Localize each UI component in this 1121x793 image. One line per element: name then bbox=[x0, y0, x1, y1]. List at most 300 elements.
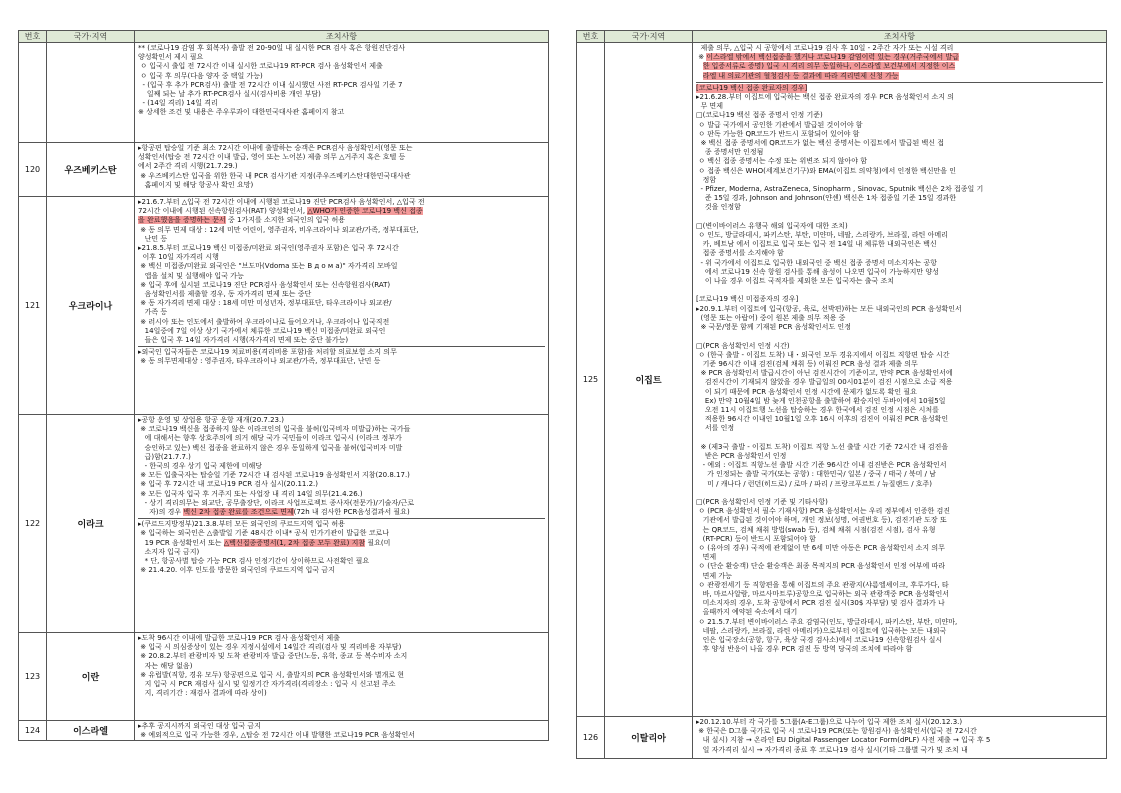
measure-line bbox=[696, 608, 1103, 617]
row-number: 123 bbox=[19, 633, 47, 721]
text-run: ▸항공편 탑승일 기준 최소 72시간 이내에 출발하는 승객은 PCR검사 음성확인서(영문 또는 bbox=[138, 144, 413, 152]
measure-line bbox=[138, 262, 545, 271]
measure-line bbox=[696, 452, 1103, 461]
text-run: 앱을 설치 및 실행해야 입국 가능 bbox=[138, 271, 244, 280]
text-run: ㅇ (단순 환승객) 단순 환승객은 최종 목적지의 PCR 음성확인서 인정 여부에 따라 bbox=[696, 562, 945, 571]
text-run: ※ 코로나19 백신을 접종하지 않은 이라크인의 입국을 불허(입국비자 미발급)하는 국가들 bbox=[138, 425, 411, 434]
measure-line bbox=[696, 434, 1103, 443]
measure-line bbox=[696, 259, 1103, 268]
text-run: 들은 입국 후 14일 자가격리 시행(자가격리 면제 또는 중단 불가능) bbox=[138, 336, 349, 345]
country-name: 이라크 bbox=[47, 415, 135, 633]
text-run: ㅇ 백신 접종 증명서는 수정 또는 위변조 되지 않아야 함 bbox=[696, 157, 868, 166]
measure-line bbox=[696, 746, 1103, 755]
text-run: 받은 PCR 음성확인서 인정 bbox=[696, 451, 787, 460]
measure-line bbox=[138, 216, 545, 225]
measure-cell bbox=[135, 633, 549, 721]
text-run: 후 양성 반응이 나올 경우 PCR 검진 등 방역 당국의 조치에 따라야 함 bbox=[696, 645, 913, 654]
measure-line bbox=[138, 281, 545, 290]
measure-line bbox=[138, 53, 545, 62]
measure-line bbox=[138, 680, 545, 689]
text-run: ※ 입국 후에 실시된 코로나19 진단 PCR검사 음성확인서 또는 신속항원검사(RAT) bbox=[138, 280, 391, 289]
row-number: 126 bbox=[577, 717, 605, 759]
measure-line bbox=[138, 634, 545, 643]
text-run: - 위 국가에서 이집트로 입국한 내외국인 중 백신 접종 증명서 미소지자는 공항 bbox=[696, 258, 938, 267]
measure-line bbox=[138, 181, 545, 190]
table-row bbox=[19, 633, 549, 721]
text-run: ※ 입국 후 72시간 내 코로나19 PCR 검사 실시(20.11.2.) bbox=[138, 480, 318, 489]
measure-line bbox=[138, 108, 545, 117]
measure-line bbox=[696, 636, 1103, 645]
highlighted-text: 백신 2차 접종 완료를 조건으로 면제 bbox=[183, 508, 294, 517]
measure-line bbox=[138, 462, 545, 471]
measure-line bbox=[138, 172, 545, 181]
text-run: 준 15일 경과, Johnson and Johnson(얀센) 백신은 1차 접종일 기준 15일 경과한 bbox=[696, 194, 957, 203]
measure-line bbox=[138, 689, 545, 698]
text-run: ㅇ (한국 출발 - 이집트 도착) 내・외국인 모두 경유지에서 이집트 직항편 탑승 시간 bbox=[696, 350, 950, 359]
text-run: 정함 bbox=[696, 175, 717, 184]
text-run: ※ 모든 입국자 입국 후 거주지 또는 사업장 내 격리 14일 의무(21.4.26.) bbox=[138, 489, 363, 498]
text-run: ㅇ 판독 가능한 QR코드가 반드시 포함되어 있어야 함 bbox=[696, 129, 860, 138]
measure-line bbox=[696, 148, 1103, 157]
text-run: ▸(쿠르드지방정부)21.3.8.부터 모든 외국인의 쿠르드지역 입국 허용 bbox=[138, 520, 345, 529]
text-run: 가 인정되는 출발 국가(또는 공항) : 대한민국/ 일본 / 중국 / 태국 / 북미 / 남 bbox=[696, 470, 936, 479]
measure-line bbox=[696, 185, 1103, 194]
measure-line bbox=[138, 72, 545, 81]
measure-line bbox=[696, 581, 1103, 590]
text-run: 면제 bbox=[696, 553, 717, 562]
text-run: (영문 또는 아랍어) 중이 원본 제출 의무 적용 중 bbox=[696, 313, 846, 322]
text-run: ㅇ 입국시 출입 전 72시간 이내 실시한 코로나19 RT-PCR 검사 음성확인서 제출 bbox=[138, 62, 383, 71]
measure-line bbox=[138, 548, 545, 557]
measure-line bbox=[696, 544, 1103, 553]
measure-line bbox=[138, 490, 545, 499]
country-name: 이란 bbox=[47, 633, 135, 721]
text-run: ▸20.12.10.부터 각 국가를 5그룹(A-E그룹)으로 나누어 입국 제한 조치 실시(20.12.3.) bbox=[696, 718, 963, 726]
measure-line bbox=[696, 590, 1103, 599]
measure-cell bbox=[135, 721, 549, 741]
measure-line bbox=[696, 507, 1103, 516]
measure-line bbox=[696, 121, 1103, 130]
header-measure: 조치사항 bbox=[693, 31, 1107, 43]
text-run: 이 되기 때문에 PCR 음성확인서 인정 시간에 문제가 없도록 확인 필요 bbox=[696, 387, 917, 396]
country-name: 이탈리아 bbox=[605, 717, 693, 759]
measure-line bbox=[138, 81, 545, 90]
text-run: 중 1가지를 소지한 외국인의 입국 허용 bbox=[225, 216, 346, 225]
text-run: - Pfizer, Moderna, AstraZeneca, Sinopharm , Sinovac, Sputnik 백신은 2차 접종일 기 bbox=[696, 185, 984, 194]
text-run: ※ 국문/영문 함께 기재된 PCR 음성확인서도 인정 bbox=[696, 323, 851, 332]
measure-line bbox=[138, 226, 545, 235]
text-run: ㅇ 발급 국가에서 공인한 기관에서 발급된 것이어야 함 bbox=[696, 120, 863, 129]
country-name: 우크라이나 bbox=[47, 197, 135, 415]
text-run: □(PCR 음성확인서 인정 시간) bbox=[696, 341, 790, 350]
measure-cell bbox=[693, 717, 1107, 759]
measure-line bbox=[138, 348, 545, 357]
row-number: 122 bbox=[19, 415, 47, 633]
text-run: - 예외 : 이집트 직항노선 출발 시간 기준 96시간 이내 검진받은 PCR 음성확인서 bbox=[696, 461, 947, 470]
measure-line bbox=[696, 645, 1103, 654]
text-run: □(변이바이러스 유행국 해외 입국자에 대한 조치) bbox=[696, 221, 848, 230]
text-run: ㅇ (PCR 음성확인서 필수 기재사항) PCR 음성확인서는 우리 정부에서 인증한 검진 bbox=[696, 507, 950, 516]
measure-cell bbox=[693, 43, 1107, 717]
measure-line bbox=[696, 443, 1103, 452]
text-run: 미소지자의 경우, 도착 공항에서 PCR 검진 실시(30$ 자부담) 및 검사 결과가 나 bbox=[696, 599, 945, 608]
highlighted-text: 이스라엘 밖에서 백신접종을 했거나 코로나19 감염이력 있는 경우(거주국에서 발급 bbox=[706, 53, 959, 62]
measure-line bbox=[138, 416, 545, 425]
measure-line bbox=[138, 499, 545, 508]
measure-line bbox=[138, 144, 545, 153]
measure-line bbox=[696, 342, 1103, 351]
measure-line bbox=[138, 308, 545, 317]
measure-line bbox=[696, 618, 1103, 627]
measure-line bbox=[696, 627, 1103, 636]
text-run: ※ 모든 입출국자는 탑승일 기준 72시간 내 검사된 코로나19 음성확인서 지참(20.8.17.) bbox=[138, 471, 410, 480]
measure-line bbox=[138, 153, 545, 162]
measure-line bbox=[138, 520, 545, 529]
highlighted-text: 한 입증서류로 증명) 입국 시 격리 의무 동일하나, 이스라엘 보건부에서 지정한 이스 bbox=[702, 62, 956, 71]
measure-line bbox=[696, 572, 1103, 581]
measure-line bbox=[696, 378, 1103, 387]
highlighted-text: 라엘 내 의료기관의 혈청검사 등 결과에 따라 격리면제 신청 가능 bbox=[702, 71, 899, 80]
text-run: ▸외국인 입국자들은 코로나19 치료비용(격리비용 포함)을 처리할 의료보험 소지 의무 bbox=[138, 348, 397, 357]
text-run: ▸21.6.28.부터 이집트에 입국하는 백신 접종 완료자의 경우 PCR 음성확인서 소지 의 bbox=[696, 93, 955, 102]
left-table-body bbox=[19, 43, 549, 741]
measure-line bbox=[696, 176, 1103, 185]
measure-line bbox=[138, 722, 545, 731]
text-run: 에서 코로나19 신속 항원 검사를 통해 음성이 나오면 입국이 가능하지만 양성 bbox=[696, 267, 939, 276]
text-run bbox=[696, 72, 703, 80]
measure-line bbox=[696, 249, 1103, 258]
measure-line bbox=[138, 336, 545, 345]
measure-line bbox=[138, 357, 545, 366]
text-run: 이 나올 경우 이집트 국적자를 제외한 모든 입국자는 출국 조치 bbox=[696, 277, 894, 286]
text-run: 가족 등 bbox=[138, 308, 168, 317]
left-page-table bbox=[18, 30, 549, 741]
country-name bbox=[47, 43, 135, 143]
measure-line bbox=[696, 277, 1103, 286]
measure-line bbox=[138, 444, 545, 453]
text-run: □(코로나19 백신 접종 증명서 인정 기준) bbox=[696, 111, 823, 120]
highlighted-text: △WHO가 인증한 코로나19 백신 접종 bbox=[307, 207, 423, 216]
measure-line bbox=[696, 231, 1103, 240]
text-run: ※ 21.4.20. 이후 인도를 방문한 외국인의 쿠르드지역 입국 금지 bbox=[138, 566, 335, 575]
table-row bbox=[19, 721, 549, 741]
text-run: ▸21.6.7.부터 △입국 전 72시간 이내에 시행된 코로나19 진단 PCR검사 음성확인서, △입국 전 bbox=[138, 198, 425, 206]
measure-line bbox=[138, 318, 545, 327]
text-run: 필요(미 bbox=[365, 538, 391, 547]
measure-line bbox=[138, 207, 545, 216]
measure-line bbox=[696, 93, 1103, 102]
text-run: 지 입국 시 PCR 재검사 실시 및 일정기간 자가격리(격리장소 : 입국 시 신고된 주소 bbox=[138, 680, 396, 689]
header-no: 번호 bbox=[19, 31, 47, 43]
text-run: ※ 동 의무 면제 대상 : 12세 미만 어린이, 영주권자, 비우크라이나 외교관/가족, 정부대표단, bbox=[138, 225, 419, 234]
table-row bbox=[19, 415, 549, 633]
measure-line bbox=[696, 369, 1103, 378]
measure-line bbox=[138, 253, 545, 262]
measure-line bbox=[138, 480, 545, 489]
measure-line bbox=[696, 268, 1103, 277]
measure-line bbox=[138, 557, 545, 566]
text-run: 양성확인서 제시 필요 bbox=[138, 53, 204, 62]
row-number: 120 bbox=[19, 143, 47, 197]
text-run: ▸도착 96시간 이내에 발급한 코로나19 PCR 검사 음성확인서 제출 bbox=[138, 634, 340, 642]
country-name: 이스라엘 bbox=[47, 721, 135, 741]
measure-line bbox=[696, 424, 1103, 433]
measure-line bbox=[696, 489, 1103, 498]
measure-line bbox=[696, 240, 1103, 249]
measure-line bbox=[696, 167, 1103, 176]
text-run: 는 QR코드, 검체 채취 방법(swab 등), 검체 채취 시점(검진 시점), 검사 유형 bbox=[696, 525, 936, 534]
text-run: ※ 20.8.2.부터 관광비자 및 도착 관광비자 발급 중단(노동, 유학, 종교 등 복수비자 소지 bbox=[138, 652, 408, 661]
text-run: 급)함(21.7.7.) bbox=[138, 452, 191, 461]
measure-line bbox=[696, 194, 1103, 203]
measure-line bbox=[696, 305, 1103, 314]
text-run: - 상기 격리의무는 외교단, 공무출장단, 이라크 사업프로젝트 종사자(전문가)/기술자/근로 bbox=[138, 498, 415, 507]
measure-line bbox=[696, 323, 1103, 332]
text-run: ** (코로나19 감염 후 회복자) 출발 전 20-90일 내 실시한 PCR 검사 혹은 항원진단검사 bbox=[138, 44, 406, 52]
measure-line bbox=[696, 727, 1103, 736]
table-row bbox=[577, 43, 1107, 717]
text-run: (RT-PCR) 등이 반드시 포함되어야 함 bbox=[696, 534, 816, 543]
block-divider bbox=[138, 346, 545, 347]
text-run: 기관에서 발급된 것이어야 하며, 개인 정보(성명, 여권번호 등), 검진기관 도장 또 bbox=[696, 516, 947, 525]
text-run: ㅇ 관광전세기 등 직항편을 통해 이집트의 주요 관광지(샤름엘셰이크, 후루가다, 타 bbox=[696, 580, 949, 589]
text-run: - (입국 후 추가 PCR검사) 출발 전 72시간 이내 실시했던 사전 RT-PCR 검사일 기준 7 bbox=[138, 80, 403, 89]
measure-line bbox=[696, 102, 1103, 111]
text-run: 검진시간이 기재되지 않았을 경우 발급일의 00시01분이 검진 시점으로 소급 적용 bbox=[696, 378, 953, 387]
measure-line bbox=[138, 235, 545, 244]
text-run: 소지자 입국 금지) bbox=[138, 547, 200, 556]
text-run: Ex) 만약 10월4일 밤 늦게 인천공항을 출발하여 환승지인 두바이에서 10월5일 bbox=[696, 396, 946, 405]
measure-line bbox=[696, 397, 1103, 406]
text-run: ※ bbox=[696, 53, 707, 62]
text-run: 14일중에 7일 이상 상기 국가에서 체류한 코로나19 백신 미접종/미완료 외국인 bbox=[138, 326, 386, 335]
measure-line bbox=[696, 599, 1103, 608]
measure-line bbox=[138, 198, 545, 207]
text-run: ※ PCR 음성확인서 발급시간이 아닌 검진시간이 기준이고, 만약 PCR 음성확인서에 bbox=[696, 369, 953, 378]
country-name: 이집트 bbox=[605, 43, 693, 717]
measure-line bbox=[138, 99, 545, 108]
measure-line bbox=[696, 295, 1103, 304]
text-run: ▸공항 운영 및 상업용 항공 운항 재개(20.7.23.) bbox=[138, 416, 284, 424]
text-run: (72h 내 검사한 PCR음성결과서 필요) bbox=[293, 508, 410, 517]
text-run: 바, 마르사알람, 마르사마트루)공항으로 입국하는 외국 관광객중 PCR 음성확인서 bbox=[696, 589, 950, 598]
table-header-row bbox=[577, 31, 1107, 43]
text-run: 무 면제 bbox=[696, 102, 723, 111]
text-run: 인은 입국장소(공항, 항구, 육상 국경 검사소)에서 코로나19 신속항원검사 실시 bbox=[696, 636, 943, 644]
measure-line bbox=[696, 286, 1103, 295]
measure-line bbox=[138, 508, 545, 517]
measure-cell bbox=[135, 197, 549, 415]
text-run: 음성확인서를 제출할 경우, 동 자가격리 면제 또는 중단 bbox=[138, 290, 312, 299]
text-run: ※ 동 자가격리 면제 대상 : 18세 미만 미성년자, 정부대표단, 타우크라이나 외교관/ bbox=[138, 299, 392, 308]
measure-line bbox=[696, 480, 1103, 489]
measure-line bbox=[696, 553, 1103, 562]
measure-line bbox=[696, 213, 1103, 222]
measure-line bbox=[138, 471, 545, 480]
row-number: 125 bbox=[577, 43, 605, 717]
text-run: ㅇ 접종 백신은 WHO(세계보건기구)와 EMA(이집트 의약청)에서 인정한 백신만을 인 bbox=[696, 166, 956, 175]
text-run: 에서 2주간 격리 시행(21.7.29.) bbox=[138, 162, 238, 171]
header-country: 국가·지역 bbox=[605, 31, 693, 43]
text-run: ※ 동 의무면제대상 : 영주권자, 타우크라이나 외교관/가족, 정부대표단, 난민 등 bbox=[138, 357, 381, 366]
right-table-body bbox=[577, 43, 1107, 759]
table-row bbox=[577, 717, 1107, 759]
text-run: 승인하고 있는) 백신 접종을 완료하지 않은 경우 동일하게 입국을 불허(입국비자 미발 bbox=[138, 443, 403, 452]
measure-line bbox=[696, 203, 1103, 212]
measure-line bbox=[696, 332, 1103, 341]
highlighted-text: △백신접종증명서(1, 2차 접종 모두 완료) 지참 bbox=[223, 538, 366, 547]
text-run: 것을 인정함 bbox=[696, 203, 741, 212]
text-run: 카, 베트남 에서 이집트로 입국 또는 입국 전 14일 내 체류한 내외국인은 백신 bbox=[696, 240, 937, 249]
measure-line bbox=[696, 53, 1103, 62]
text-run: 올때까지 예약된 숙소에서 대기 bbox=[696, 608, 798, 617]
table-header-row bbox=[19, 31, 549, 43]
measure-line bbox=[138, 566, 545, 575]
text-run: - (14일 격리) 14일 격리 bbox=[138, 99, 218, 108]
text-run: 일 자가격리 실시 → 자가격리 종료 후 코로나19 검사 실시(기타 그룹별 국가 및 조치 내 bbox=[696, 745, 968, 754]
measure-line bbox=[138, 90, 545, 99]
text-run: 서를 인정 bbox=[696, 424, 735, 433]
text-run: 내 실시) 지참 → 온라인 EU Digital Passenger Locator Form(dPLF) 사전 제출 → 입국 후 5 bbox=[696, 736, 991, 745]
measure-line bbox=[696, 516, 1103, 525]
text-run: ※ 한국은 D그룹 국가로 입국 시 코로나19 PCR(또는 항원검사) 음성확인서(입국 전 72시간 bbox=[696, 727, 977, 736]
text-run: ※ 백신 접종 증명서에 QR코드가 없는 백신 증명서는 이집트에서 발급된 백신 접 bbox=[696, 139, 945, 148]
measure-line bbox=[696, 84, 1103, 93]
text-run: 홈페이지 및 해당 항공사 확인 요망) bbox=[138, 180, 254, 189]
highlighted-text: 을 완료했음을 증명하는 문서 bbox=[138, 216, 226, 225]
text-run: 네팔, 스리랑카, 브라질, 라틴 아메리카)으로부터 이집트에 입국하는 모든 내외국 bbox=[696, 626, 947, 635]
section-heading: [코로나19 백신 접종 완료자의 경우] bbox=[696, 83, 808, 92]
text-run: ※ 백신 미접종/미완료 외국인은 "브도마(Vdoma 또는 В д о м а)" 자가격리 모바일 bbox=[138, 262, 398, 271]
header-measure: 조치사항 bbox=[135, 31, 549, 43]
measure-line bbox=[696, 562, 1103, 571]
measure-cell bbox=[135, 143, 549, 197]
text-run: ▸21.8.5.부터 코로나19 백신 미접종/미완료 외국인(영주권자 포함)은 입국 후 72시간 bbox=[138, 244, 399, 253]
measure-line bbox=[138, 272, 545, 281]
text-run: 면제 가능 bbox=[696, 571, 732, 580]
measure-line bbox=[696, 415, 1103, 424]
text-run: 접종 증명서를 소지해야 함 bbox=[696, 249, 784, 258]
measure-cell bbox=[135, 415, 549, 633]
text-run: [코로나19 백신 미접종자의 경우] bbox=[696, 295, 799, 304]
measure-line bbox=[696, 62, 1103, 71]
text-run: 자는 해당 없음) bbox=[138, 661, 193, 670]
measure-line bbox=[696, 111, 1103, 120]
measure-line bbox=[138, 662, 545, 671]
text-run: - 한국의 경우 상기 입국 제한에 미해당 bbox=[138, 462, 262, 471]
text-run: 제출 의무, △입국 시 공항에서 코로나19 검사 후 10일 - 2주간 자가 또는 시설 격리 bbox=[696, 44, 954, 52]
measure-line bbox=[138, 244, 545, 253]
measure-line bbox=[138, 425, 545, 434]
table-row bbox=[19, 143, 549, 197]
text-run: ▸추후 공지시까지 외국인 대상 입국 금지 bbox=[138, 722, 261, 730]
header-no: 번호 bbox=[577, 31, 605, 43]
measure-line bbox=[138, 731, 545, 739]
text-run: 72시간 이내에 시행된 신속항원검사(RAT) 양성확인서, bbox=[138, 207, 308, 216]
row-number: 121 bbox=[19, 197, 47, 415]
measure-line bbox=[696, 351, 1103, 360]
measure-line bbox=[696, 736, 1103, 745]
text-run: ※ 유럽발(직항, 경유 모두) 항공편으로 입국 시, 출발지의 PCR 음성확인서와 별개로 현 bbox=[138, 670, 405, 679]
measure-line bbox=[696, 314, 1103, 323]
text-run: ※ 우즈베키스탄 입국을 위한 한국 내 PCR 검사기관 지정(주우즈베키스탄대한민국대사관 bbox=[138, 171, 411, 180]
text-run: 적용한 96시간 이내인 10월1일 오후 16시 이후의 검진이 이뤄진 PCR 음성확인 bbox=[696, 415, 949, 424]
measure-line bbox=[696, 461, 1103, 470]
row-number bbox=[19, 43, 47, 143]
measure-line bbox=[696, 139, 1103, 148]
right-page-table bbox=[576, 30, 1107, 759]
text-run: ※ 입국하는 외국인은 △출발일 기준 48시간 이내* 공식 인가기관이 발급한 코로나 bbox=[138, 529, 389, 538]
text-run: 종 증명서만 인정됨 bbox=[696, 148, 764, 157]
table-row bbox=[19, 43, 549, 143]
text-run: 이후 10일 자가격리 시행 bbox=[138, 253, 219, 262]
measure-line bbox=[696, 498, 1103, 507]
text-run: ㅇ 입국 후 의무(다음 양자 중 택일 가능) bbox=[138, 71, 263, 80]
measure-line bbox=[696, 222, 1103, 231]
measure-line bbox=[696, 360, 1103, 369]
text-run: 일째 되는 날 추가 RT-PCR검사 실시(검사비용 개인 부담) bbox=[138, 90, 321, 99]
measure-line bbox=[696, 388, 1103, 397]
text-run: ※ 예외적으로 입국 가능한 경우, △탑승 전 72시간 이내 발행한 코로나19 PCR 음성확인서 bbox=[138, 731, 416, 739]
text-run: ㅇ (유아의 경우) 국적에 관계없이 만 6세 미만 아동은 PCR 음성확인서 소지 의무 bbox=[696, 543, 945, 552]
text-run: ㅇ 인도, 방글라데시, 파키스탄, 부탄, 미얀마, 네팔, 스리랑카, 브라질, 라틴 아메리 bbox=[696, 231, 948, 240]
measure-line bbox=[138, 453, 545, 462]
measure-line bbox=[138, 652, 545, 661]
text-run: 19 PCR 음성확인서 또는 bbox=[138, 538, 224, 547]
block-divider bbox=[696, 82, 1103, 83]
text-run: 난민 등 bbox=[138, 234, 168, 243]
text-run: ㅇ 21.5.7.부터 변이바이러스 주요 감염국(인도, 방글라데시, 파키스탄, 부탄, 미얀마, bbox=[696, 617, 958, 626]
measure-line bbox=[138, 290, 545, 299]
measure-line bbox=[696, 718, 1103, 727]
measure-line bbox=[138, 434, 545, 443]
text-run: 기준 96시간 이내 검진(검체 채취 등) 이뤄진 PCR 음성 결과 제출 의무 bbox=[696, 359, 918, 368]
text-run: * 단, 항공사별 탑승 가능 PCR 검사 인정기간이 상이하므로 사전확인 필요 bbox=[138, 557, 370, 566]
measure-cell bbox=[135, 43, 549, 143]
measure-line bbox=[138, 44, 545, 53]
measure-line bbox=[138, 529, 545, 538]
text-run: 미 / 캐나다 / 런던(히드로) / 로마 / 파리 / 프랑크푸르트 / 뉴질랜드 / 호주) bbox=[696, 479, 933, 488]
text-run: ▸20.9.1.부터 이집트에 입국(항공, 육로, 선박편)하는 모든 내외국인의 PCR 음성확인서 bbox=[696, 304, 962, 313]
measure-line bbox=[696, 526, 1103, 535]
text-run: □(PCR 음성확인서 인정 기준 및 기타사항) bbox=[696, 497, 828, 506]
measure-line bbox=[696, 470, 1103, 479]
text-run: 에 대해서는 향후 상호주의에 의거 해당 국가 국민들이 이라크 입국시 (이라크 정부가 bbox=[138, 434, 402, 443]
header-country: 국가·지역 bbox=[47, 31, 135, 43]
block-divider bbox=[138, 518, 545, 519]
text-run: ※ 입국 시 의심증상이 있는 경우 지정시설에서 14일간 격리(검사 및 격리비용 자부담) bbox=[138, 643, 402, 652]
measure-line bbox=[696, 130, 1103, 139]
text-run: 자)의 경우 bbox=[138, 508, 184, 517]
measure-line bbox=[138, 62, 545, 71]
text-run: ※ 상세한 조건 및 내용은 주우루과이 대한민국대사관 홈페이지 참고 bbox=[138, 108, 345, 117]
measure-line bbox=[696, 44, 1103, 53]
measure-line bbox=[138, 671, 545, 680]
measure-line bbox=[696, 406, 1103, 415]
measure-line bbox=[138, 643, 545, 652]
measure-line bbox=[696, 72, 1103, 81]
text-run: ※ (제3국 출발 - 이집트 도착) 이집트 직항 노선 출발 시간 기준 72시간 내 검진을 bbox=[696, 442, 949, 451]
text-run: 지, 격리기간 : 재검사 결과에 따라 상이) bbox=[138, 689, 267, 698]
measure-line bbox=[138, 539, 545, 548]
measure-line bbox=[696, 157, 1103, 166]
text-run: ※ 러시아 또는 인도에서 출발하여 우크라이나로 들어오거나, 우크라이나 입국직전 bbox=[138, 317, 390, 326]
text-run bbox=[696, 62, 703, 70]
text-run: 오전 11시 이집트행 노선을 탑승하는 경우 한국에서 검진 인정 시점은 시처를 bbox=[696, 405, 939, 414]
measure-line bbox=[138, 327, 545, 336]
measure-line bbox=[138, 162, 545, 171]
table-row bbox=[19, 197, 549, 415]
